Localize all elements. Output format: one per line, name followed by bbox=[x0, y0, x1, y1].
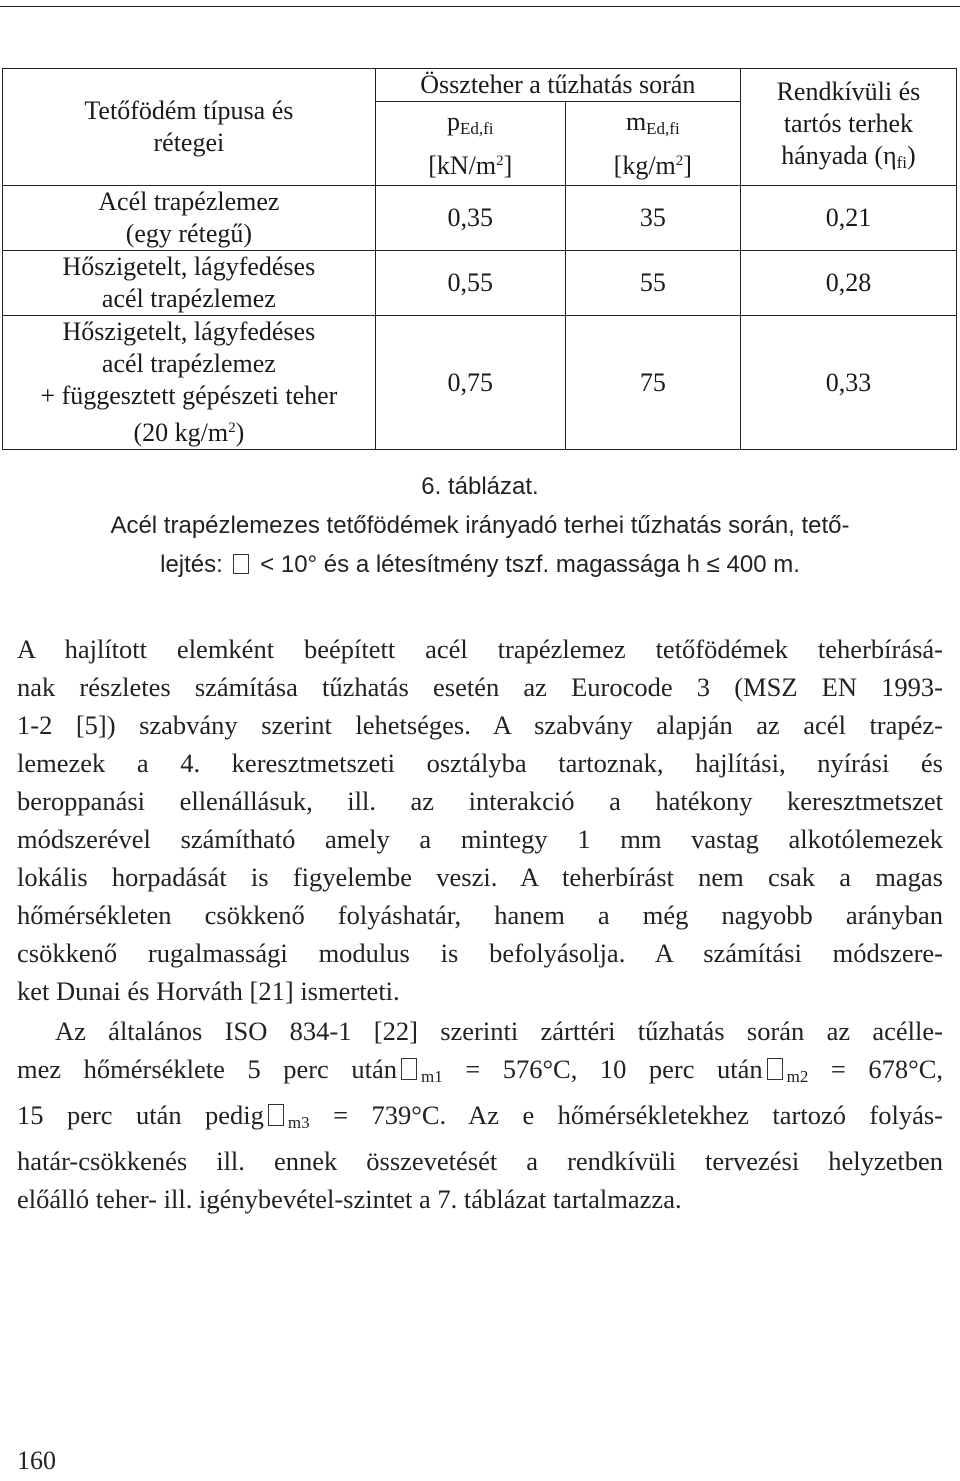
cell-eta-value: 0,28 bbox=[740, 251, 956, 316]
caption-line bbox=[0, 548, 960, 581]
paragraph-1 bbox=[17, 630, 943, 1010]
text-line: A hajlított elemként beépített acél trapézlemez tetőfödémek teherbírásá- bbox=[17, 634, 943, 664]
paragraph-2 bbox=[17, 1012, 943, 1218]
header-roof-type-line1: Tetőfödém típusa és bbox=[84, 96, 294, 125]
text-run: = 739°C. Az e hőmérsékletekhez tartozó folyás- bbox=[333, 1100, 944, 1130]
row-label-line: (egy rétegű) bbox=[125, 219, 253, 248]
text-line: hőmérsékleten csökkenő folyáshatár, hanem a még nagyobb arányban bbox=[17, 900, 943, 930]
table-row bbox=[3, 316, 957, 450]
m-unit-exponent: 2 bbox=[675, 152, 684, 169]
cell-m-value: 35 bbox=[565, 186, 740, 251]
cell-m-value: 75 bbox=[565, 316, 740, 450]
text-line bbox=[17, 1096, 943, 1142]
row-label bbox=[3, 251, 376, 316]
subscript: m1 bbox=[420, 1067, 443, 1086]
header-fraction-line3: hányada (η bbox=[781, 140, 897, 170]
missing-glyph-icon bbox=[767, 1058, 783, 1080]
caption-number: 6. táblázat. bbox=[421, 473, 539, 500]
m-subscript: Ed,fi bbox=[646, 118, 680, 138]
row-label-line: acél trapézlemez bbox=[101, 349, 276, 378]
cell-p-value: 0,75 bbox=[375, 316, 565, 450]
cell-p-value: 0,55 bbox=[375, 251, 565, 316]
row-label-line: Hőszigetelt, lágyfedéses bbox=[62, 252, 316, 281]
text-line: határ-csökkenés ill. ennek összevetését a rendkívüli tervezési helyzetben bbox=[17, 1146, 943, 1176]
subscript: m3 bbox=[287, 1113, 310, 1132]
table-caption bbox=[0, 470, 960, 581]
header-fraction bbox=[740, 69, 956, 186]
text-line: beroppanási ellenállásuk, ill. az interakció a hatékony keresztmetszet bbox=[17, 786, 943, 816]
page-number: 160 bbox=[17, 1446, 56, 1475]
top-rule bbox=[0, 6, 960, 7]
p-symbol: p bbox=[446, 106, 460, 136]
row-label-line: + függesztett gépészeti teher bbox=[40, 381, 338, 410]
text-line bbox=[17, 1050, 943, 1096]
load-table bbox=[2, 68, 957, 450]
row-label-line: Acél trapézlemez bbox=[98, 187, 280, 216]
p-unit-exponent: 2 bbox=[496, 152, 504, 169]
text-run: Az általános ISO 834-1 [22] szerinti zárttéri tűzhatás során az acélle- bbox=[55, 1016, 943, 1046]
text-line: módszerével számítható amely a mintegy 1 mm vastag alkotólemezek bbox=[17, 824, 943, 854]
header-roof-type bbox=[3, 69, 376, 186]
text-line: ket Dunai és Horváth [21] ismerteti. bbox=[17, 976, 400, 1006]
subscript: m2 bbox=[786, 1067, 809, 1086]
cell-m-value: 55 bbox=[565, 251, 740, 316]
text-run: mez hőmérséklete 5 perc után bbox=[17, 1054, 397, 1084]
cell-eta-value: 0,33 bbox=[740, 316, 956, 450]
caption-text: < 10° és a létesítmény tszf. magassága h ≤ 400 m. bbox=[260, 551, 800, 578]
p-unit: [kN/m bbox=[428, 150, 497, 180]
text-line: nak részletes számítása tűzhatás esetén az Eurocode 3 (MSZ EN 1993- bbox=[17, 672, 943, 702]
text-line: előálló teher- ill. igénybevétel-szintet a 7. táblázat tartalmazza. bbox=[17, 1184, 682, 1214]
text-line: lokális horpadását is figyelembe veszi. A teherbírást nem csak a magas bbox=[17, 862, 943, 892]
header-fraction-line1: Rendkívüli és bbox=[776, 76, 921, 106]
p-unit-bracket: ] bbox=[503, 150, 513, 180]
row-label-line: acél trapézlemez bbox=[101, 284, 276, 313]
m-symbol: m bbox=[625, 106, 647, 136]
header-roof-type-line2: rétegei bbox=[153, 128, 225, 157]
missing-glyph-icon bbox=[401, 1058, 417, 1080]
header-total-load: Összteher a tűzhatás során bbox=[375, 69, 740, 102]
text-run: 15 perc után pedig bbox=[17, 1100, 264, 1130]
caption-text: lejtés: bbox=[160, 551, 223, 578]
text-run: = 678°C, bbox=[830, 1054, 944, 1084]
row-label-paren: ) bbox=[235, 418, 245, 447]
m-unit: [kg/m bbox=[613, 150, 676, 180]
unit-exponent: 2 bbox=[228, 420, 236, 436]
missing-glyph-icon bbox=[268, 1104, 284, 1126]
text-line: csökkenő rugalmassági modulus is befolyásolja. A számítási módszere- bbox=[17, 938, 943, 968]
text-run: = 576°C, 10 perc után bbox=[465, 1054, 763, 1084]
missing-glyph-icon bbox=[233, 554, 249, 574]
m-unit-bracket: ] bbox=[683, 150, 692, 180]
row-label-line: (20 kg/m bbox=[133, 418, 229, 447]
text-line bbox=[17, 1012, 943, 1050]
caption-line: Acél trapézlemezes tetőfödémek irányadó terhei tűzhatás során, tető- bbox=[110, 512, 850, 539]
header-p-ed-fi bbox=[375, 102, 565, 186]
row-label bbox=[3, 316, 376, 450]
header-m-ed-fi bbox=[565, 102, 740, 186]
row-label-line: Hőszigetelt, lágyfedéses bbox=[62, 317, 316, 346]
table-row bbox=[3, 251, 957, 316]
text-line: lemezek a 4. keresztmetszeti osztályba tartoznak, hajlítási, nyírási és bbox=[17, 748, 943, 778]
text-line: 1-2 [5]) szabvány szerint lehetséges. A szabvány alapján az acél trapéz- bbox=[17, 710, 943, 740]
eta-subscript: fi bbox=[896, 152, 907, 172]
table-row bbox=[3, 186, 957, 251]
header-fraction-paren: ) bbox=[906, 140, 916, 170]
cell-eta-value: 0,21 bbox=[740, 186, 956, 251]
p-subscript: Ed,fi bbox=[459, 118, 494, 138]
cell-p-value: 0,35 bbox=[375, 186, 565, 251]
row-label bbox=[3, 186, 376, 251]
header-fraction-line2: tartós terhek bbox=[783, 108, 914, 138]
